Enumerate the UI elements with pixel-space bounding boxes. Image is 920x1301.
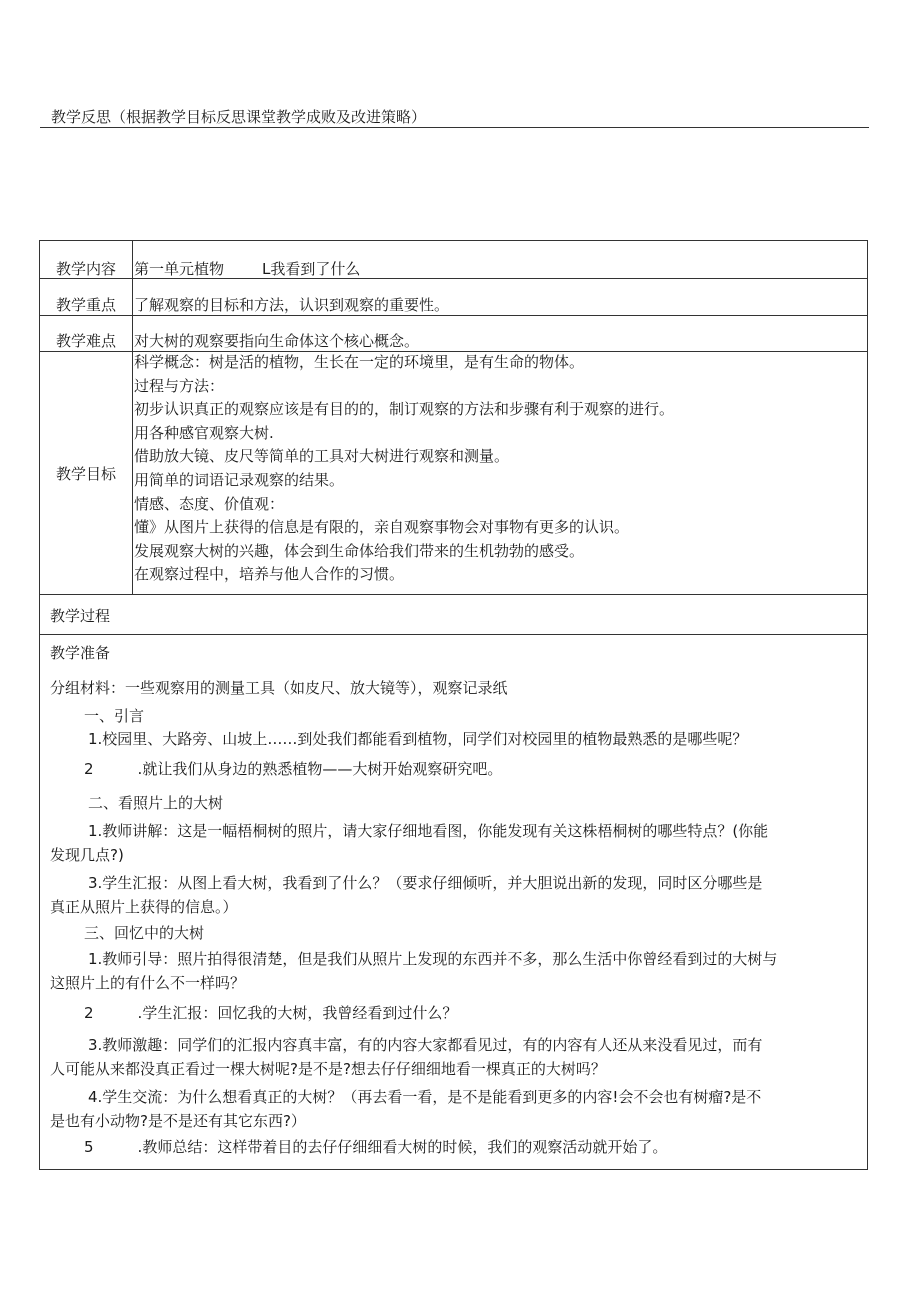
objective-line: 发展观察大树的兴趣，体会到生命体给我们带来的生机勃勃的感受。: [134, 541, 585, 560]
row-value-content: [134, 258, 360, 279]
item-text: .教师总结：这样带着目的去仔仔细细看大树的时候，我们的观察活动就开始了。: [137, 1138, 668, 1156]
paragraph-line: [84, 1002, 457, 1023]
objective-line: 借助放大镜、皮尺等简单的工具对大树进行观察和测量。: [134, 447, 510, 466]
header-rule: [40, 127, 869, 128]
paragraph-line: 发现几点?): [50, 846, 124, 864]
objective-line: 情感、态度、价值观：: [134, 494, 285, 513]
item-number: 5: [84, 1138, 94, 1156]
column-divider: [132, 241, 133, 594]
row-label-key-points: 教学重点: [55, 296, 116, 314]
paragraph-line: 1.教师引导：照片拍得很清楚，但是我们从照片上发现的东西并不多，那么生活中你曾经看到过的大树与: [88, 950, 778, 968]
lesson-name: L我看到了什么: [262, 260, 361, 278]
prep-title: 教学准备: [50, 644, 111, 662]
row-label-objectives: 教学目标: [55, 465, 116, 483]
section-heading: 二、看照片上的大树: [88, 794, 224, 812]
row-divider: [40, 634, 867, 635]
objective-line: 初步认识真正的观察应该是有目的的，制订观察的方法和步骤有利于观察的进行。: [134, 400, 675, 419]
paragraph-line: 真正从照片上获得的信息。）: [50, 898, 238, 916]
materials-line: 分组材料：一些观察用的测量工具（如皮尺、放大镜等），观察记录纸: [50, 679, 508, 697]
section-heading: 三、回忆中的大树: [84, 924, 205, 942]
paragraph-line: 1.校园里、大路旁、山坡上……到处我们都能看到植物，同学们对校园里的植物最熟悉的是哪些呢？: [88, 730, 748, 748]
objective-line: 用简单的词语记录观察的结果。: [134, 470, 345, 489]
objective-line: 科学概念：树是活的植物，生长在一定的环境里，是有生命的物体。: [134, 353, 585, 371]
objective-line: 过程与方法：: [134, 376, 225, 395]
paragraph-line: [84, 1136, 667, 1157]
item-text: .就让我们从身边的熟悉植物——大树开始观察研究吧。: [137, 760, 503, 778]
objective-line: 懂》从图片上获得的信息是有限的，亲自观察事物会对事物有更多的认识。: [134, 518, 630, 537]
paragraph-line: 1.教师讲解：这是一幅梧桐树的照片，请大家仔细地看图，你能发现有关这株梧桐树的哪些特点？(你能: [88, 822, 769, 840]
row-divider: [40, 594, 867, 595]
page-header-title: 教学反思（根据教学目标反思课堂教学成败及改进策略）: [51, 108, 427, 126]
process-title: 教学过程: [50, 607, 111, 625]
paragraph-line: 是也有小动物?是不是还有其它东西?）: [50, 1112, 306, 1130]
paragraph-line: 3.教师激趣：同学们的汇报内容真丰富，有的内容大家都看见过，有的内容有人还从来没看见过，而有: [88, 1036, 763, 1054]
row-value-difficulties: 对大树的观察要指向生命体这个核心概念。: [134, 332, 420, 350]
paragraph-line: [84, 758, 502, 779]
paragraph-line: 3.学生汇报：从图上看大树，我看到了什么？（要求仔细倾听，并大胆说出新的发现，同时区分哪些是: [88, 874, 763, 892]
paragraph-line: 这照片上的有什么不一样吗？: [50, 974, 246, 992]
item-number: 2: [84, 1004, 94, 1022]
unit-name: 第一单元植物: [134, 260, 225, 278]
paragraph-line: 4.学生交流：为什么想看真正的大树？（再去看一看，是不是能看到更多的内容!会不会也有树瘤?是不: [88, 1088, 762, 1106]
item-number: 2: [84, 760, 94, 778]
paragraph-line: 人可能从来都没真正看过一棵大树呢?是不是?想去仔仔细细地看一棵真正的大树吗？: [50, 1060, 606, 1078]
row-value-key-points: 了解观察的目标和方法，认识到观察的重要性。: [134, 296, 450, 314]
section-heading: 一、引言: [84, 707, 145, 725]
item-text: .学生汇报：回忆我的大树，我曾经看到过什么？: [137, 1004, 458, 1022]
lesson-plan-table: [39, 240, 868, 1170]
row-divider: [40, 315, 867, 316]
row-label-difficulties: 教学难点: [55, 332, 116, 350]
row-label-content: 教学内容: [55, 260, 116, 278]
objectives-list: [134, 351, 674, 587]
objective-line: 在观察过程中，培养与他人合作的习惯。: [134, 565, 405, 584]
objective-line: 用各种感官观察大树.: [134, 423, 274, 442]
